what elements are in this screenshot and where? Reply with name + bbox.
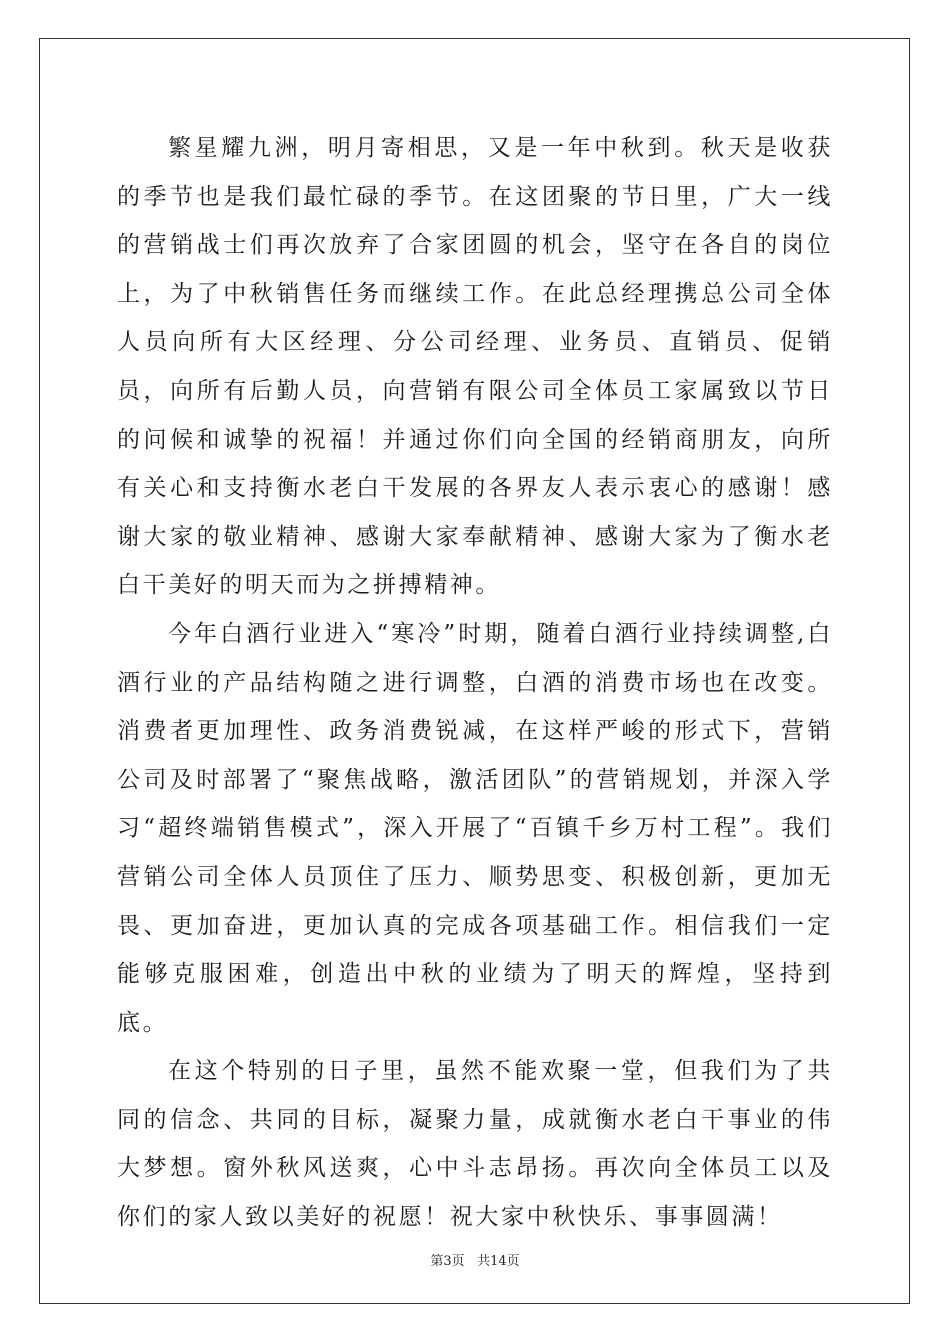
paragraph-1: 繁星耀九洲，明月寄相思，又是一年中秋到。秋天是收获的季节也是我们最忙碌的季节。在这团聚的节日里，广大一线的营销战士们再次放弃了合家团圆的机会，坚守在各自的岗位上，为了中秋销售任务而继续工作。在此总经理携总公司全体人员向所有大区经理、分公司经理、业务员、直销员、促销员，向所有后勤人员，向营销有限公司全体员工家属致以节日的问候和诚挚的祝福！并通过你们向全国的经销商朋友，向所有关心和支持衡水老白干发展的各界友人表示衷心的感谢！感谢大家的敬业精神、感谢大家奉献精神、感谢大家为了衡水老白干美好的明天而为之拼搏精神。 [117,135,833,599]
page-number: 第3页 [430,1254,465,1269]
page-total: 共14页 [477,1254,520,1269]
paragraph-3: 在这个特别的日子里，虽然不能欢聚一堂，但我们为了共同的信念、共同的目标，凝聚力量，成就衡水老白干事业的伟大梦想。窗外秋风送爽，心中斗志昂扬。再次向全体员工以及你们的家人致以美好的祝愿！祝大家中秋快乐、事事圆满！ [117,1058,833,1231]
document-body [117,124,833,1242]
paragraph-2: 今年白酒行业进入“寒冷”时期，随着白酒行业持续调整,白酒行业的产品结构随之进行调整，白酒的消费市场也在改变。消费者更加理性、政务消费锐减，在这样严峻的形式下，营销公司及时部署了“聚焦战略，激活团队”的营销规划，并深入学习“超终端销售模式”，深入开展了“百镇千乡万村工程”。我们营销公司全体人员顶住了压力、顺势思变、积极创新，更加无畏、更加奋进，更加认真的完成各项基础工作。相信我们一定能够克服困难，创造出中秋的业绩为了明天的辉煌，坚持到底。 [117,620,833,1036]
page-footer [0,1250,950,1269]
